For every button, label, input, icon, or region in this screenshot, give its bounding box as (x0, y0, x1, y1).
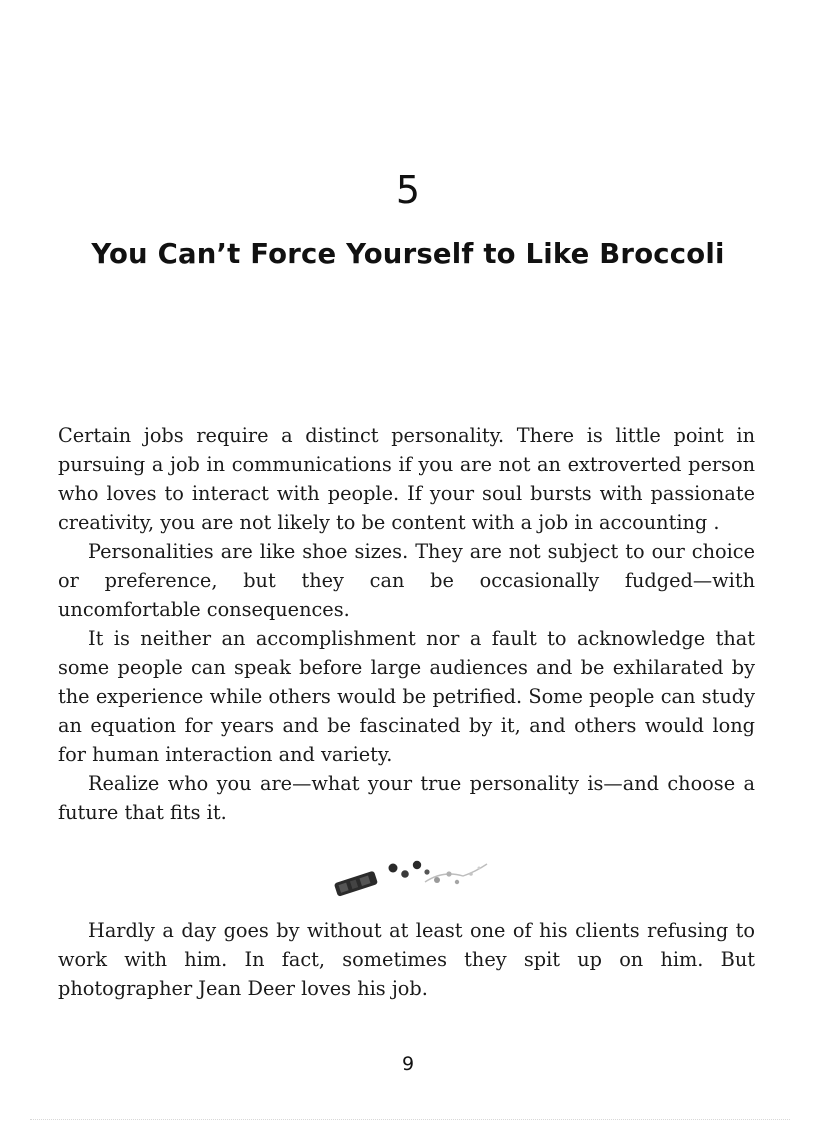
paragraph-5: Hardly a day goes by without at least one of his clients refusing to work with him. In fact, sometimes they spit up on him. But photographer Jean Deer loves his job. (58, 919, 755, 1000)
paragraph-2: Personalities are like shoe sizes. They are not subject to our choice or preference, but they can be occasionally fudged—with uncomfortable consequences. (58, 540, 755, 621)
paragraph-1: Certain jobs require a distinct personality. There is little point in pursuing a job in communications if you are not an extroverted person who loves to interact with people. If your soul bursts with passionate creativity, you are not likely to be content with a job in accounting . (58, 424, 755, 534)
post-break-body (58, 916, 755, 1003)
chapter-number: 5 (395, 168, 421, 212)
page-number: 9 (401, 1053, 415, 1075)
paragraph-4: Realize who you are—what your true personality is—and choose a future that fits it. (58, 772, 755, 824)
broccoli-vegetable-icon (325, 852, 495, 902)
bottom-divider (30, 1119, 790, 1120)
chapter-body (58, 421, 755, 827)
paragraph-3: It is neither an accomplishment nor a fault to acknowledge that some people can speak before large audiences and be exhilarated by the experience while others would be petrified. Some people can study an equation for years and be fascinated by it, and others would long for human interaction and variety. (58, 627, 755, 766)
chapter-title: You Can’t Force Yourself to Like Broccoli (91, 238, 725, 270)
